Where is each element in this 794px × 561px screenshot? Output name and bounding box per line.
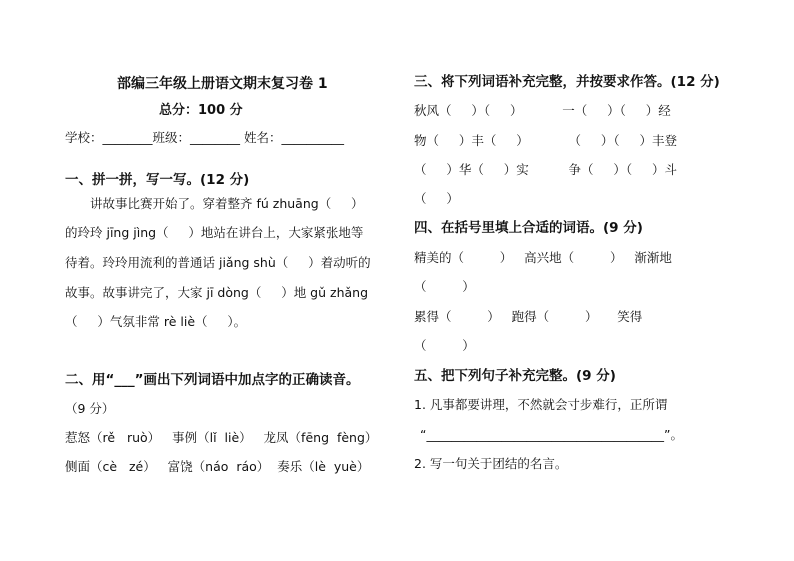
fill-row: 精美的（ ） 高兴地（ ） 渐渐地: [414, 250, 672, 265]
section-1-line: 故事。故事讲完了，大家 jī dòng（ ）地 gǔ zhǎng: [65, 285, 369, 300]
section-1-line: （ ）气氛非常 rè liè（ ）。: [65, 314, 247, 329]
section-1-line: 讲故事比赛开始了。穿着整齐 fú zhuāng（ ）: [90, 196, 364, 211]
fill-row: 累得（ ） 跑得（ ） 笑得: [414, 309, 643, 324]
total-score: 总分：100 分: [159, 103, 243, 118]
section-4-heading: 四、在括号里填上合适的词语。(9 分): [414, 220, 643, 236]
fill-row: （ ）: [414, 338, 475, 353]
pinyin-row: 侧面（cè zé） 富饶（náo ráo） 奏乐（lè yuè）: [65, 459, 370, 474]
paper-title: 部编三年级上册语文期末复习卷 1: [117, 76, 328, 92]
idiom-row: 秋风（ ）（ ） 一（ ）（ ）经: [414, 103, 671, 118]
section-1-line: 的玲玲 jīng jìng（ ）地站在讲台上，大家紧张地等: [65, 225, 364, 240]
idiom-row: （ ）华（ ）实 争（ ）（ ）斗: [414, 162, 677, 177]
section-2-heading: 二、用“___”画出下列词语中加点字的正确读音。: [65, 372, 360, 388]
section-5-line: 2. 写一句关于团结的名言。: [414, 456, 568, 471]
student-info-line: 学校：________班级：________ 姓名：__________: [65, 130, 344, 145]
idiom-row: （ ）: [414, 191, 459, 206]
answer-blank-line: “______________________________________”。: [420, 427, 683, 442]
fill-row: （ ）: [414, 279, 475, 294]
section-1-heading: 一、拼一拼，写一写。(12 分): [65, 172, 250, 188]
section-3-heading: 三、将下列词语补充完整，并按要求作答。(12 分): [414, 74, 720, 90]
idiom-row: 物（ ）丰（ ） （ ）（ ）丰登: [414, 133, 677, 148]
section-1-line: 待着。玲玲用流利的普通话 jiǎng shù（ ）着动听的: [65, 255, 371, 270]
section-5-heading: 五、把下列句子补充完整。(9 分): [414, 368, 616, 384]
section-2-score: （9 分）: [65, 401, 115, 416]
section-5-line: 1. 凡事都要讲理，不然就会寸步难行，正所谓: [414, 397, 668, 412]
pinyin-row: 惹怒（rě ruò） 事例（lǐ liè） 龙凤（fēng fèng）: [65, 430, 378, 445]
